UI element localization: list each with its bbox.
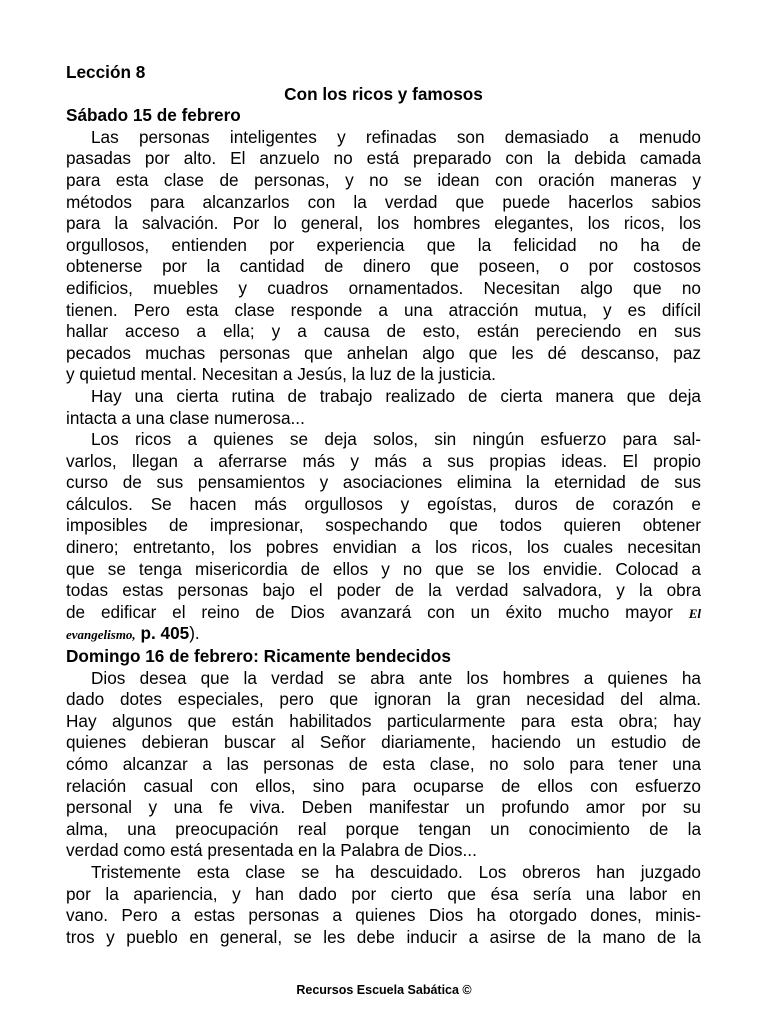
page-footer: Recursos Escuela Sabática © — [296, 983, 472, 997]
text-line: métodos para alcanzarlos con la verdad que puede hacerlos sabios — [66, 191, 701, 212]
text-line: para la salvación. Por lo general, los hombres elegantes, los ricos, los — [66, 213, 701, 234]
text-line: Hay una cierta rutina de trabajo realizado de cierta manera que deja — [91, 385, 701, 406]
text-line: hallar acceso a ella; y a causa de esto, están pereciendo en sus — [66, 321, 701, 342]
text-line: Dios desea que la verdad se abra ante los hombres a quienes ha — [91, 667, 701, 688]
text-line: por la apariencia, y han dado por cierto que ésa sería una labor en — [66, 883, 701, 904]
text-line: pecados muchas personas que anhelan algo que les dé descanso, paz — [66, 342, 701, 363]
text-line: quienes debieran buscar al Señor diariamente, haciendo un estudio de — [66, 732, 701, 753]
text-line: personal y una fe viva. Deben manifestar un profundo amor por su — [66, 797, 701, 818]
text-line: Hay algunos que están habilitados particularmente para esta obra; hay — [66, 710, 701, 731]
paragraph — [66, 429, 701, 646]
text-line: cálculos. Se hacen más orgullosos y egoístas, duros de corazón e — [66, 493, 701, 514]
text-line: pasadas por alto. El anzuelo no está preparado con la debida camada — [66, 148, 701, 169]
citation-book-title: evangelismo, — [66, 627, 136, 643]
text-line: intacta a una clase numerosa... — [66, 407, 305, 428]
text-line: dado dotes especiales, pero que ignoran la gran necesidad del alma. — [66, 689, 701, 710]
text-line: para esta clase de personas, y no se idean con oración maneras y — [66, 169, 701, 190]
section-heading-saturday: Sábado 15 de febrero — [66, 105, 241, 126]
text-line: varlos, llegan a aferrarse más y más a sus propias ideas. El propio — [66, 450, 701, 471]
text-span: de edificar el reino de Dios avanzará con un éxito mucho mayor — [66, 601, 673, 622]
text-line: Tristemente esta clase se ha descuidado. Los obreros han juzgado — [91, 861, 701, 882]
text-line: Los ricos a quienes se deja solos, sin ningún esfuerzo para sal- — [91, 429, 701, 450]
paragraph — [66, 127, 701, 386]
text-line: imposibles de impresionar, sospechando que todos quieren obtener — [66, 515, 701, 536]
text-line: orgullosos, entienden por experiencia que la felicidad no ha de — [66, 234, 701, 255]
paragraph — [66, 668, 701, 862]
text-line: verdad como está presentada en la Palabra de Dios... — [66, 840, 477, 861]
text-line: obtenerse por la cantidad de dinero que poseen, o por costosos — [66, 256, 701, 277]
section-heading-sunday: Domingo 16 de febrero: Ricamente bendecidos — [66, 646, 451, 667]
lesson-number: Lección 8 — [66, 62, 146, 82]
text-line: tros y pueblo en general, se les debe inducir a asirse de la mano de la — [66, 926, 701, 947]
text-line: curso de sus pensamientos y asociaciones elimina la eternidad de sus — [66, 472, 701, 493]
text-line: relación casual con ellos, sino para ocuparse de ellos con esfuerzo — [66, 775, 701, 796]
citation-close: ). — [189, 623, 200, 644]
text-line — [66, 602, 701, 624]
text-line: que se tenga misericordia de ellos y no que se los envidie. Colocad a — [66, 558, 701, 579]
citation-book-title: El — [688, 605, 701, 621]
text-line: y quietud mental. Necesitan a Jesús, la luz de la justicia. — [66, 364, 496, 385]
text-line: dinero; entretanto, los pobres envidian a los ricos, los cuales necesitan — [66, 537, 701, 558]
text-line: Las personas inteligentes y refinadas son demasiado a menudo — [91, 126, 701, 147]
citation-page: p. 405 — [140, 623, 190, 644]
text-line: tienen. Pero esta clase responde a una atracción mutua, y es difícil — [66, 299, 701, 320]
text-line: cómo alcanzar a las personas de esta clase, no solo para tener una — [66, 754, 701, 774]
lesson-title: Con los ricos y famosos — [284, 83, 483, 104]
text-line: edificios, muebles y cuadros ornamentados. Necesitan algo que no — [66, 277, 701, 298]
text-line: todas estas personas bajo el poder de la verdad salvadora, y la obra — [66, 580, 701, 601]
text-line: alma, una preocupación real porque tengan un conocimiento de la — [66, 818, 701, 839]
citation-line — [66, 623, 701, 646]
document-page — [66, 62, 701, 948]
paragraph — [66, 386, 701, 429]
paragraph — [66, 862, 701, 948]
text-line: vano. Pero a estas personas a quienes Dios ha otorgado dones, minis- — [66, 905, 701, 926]
